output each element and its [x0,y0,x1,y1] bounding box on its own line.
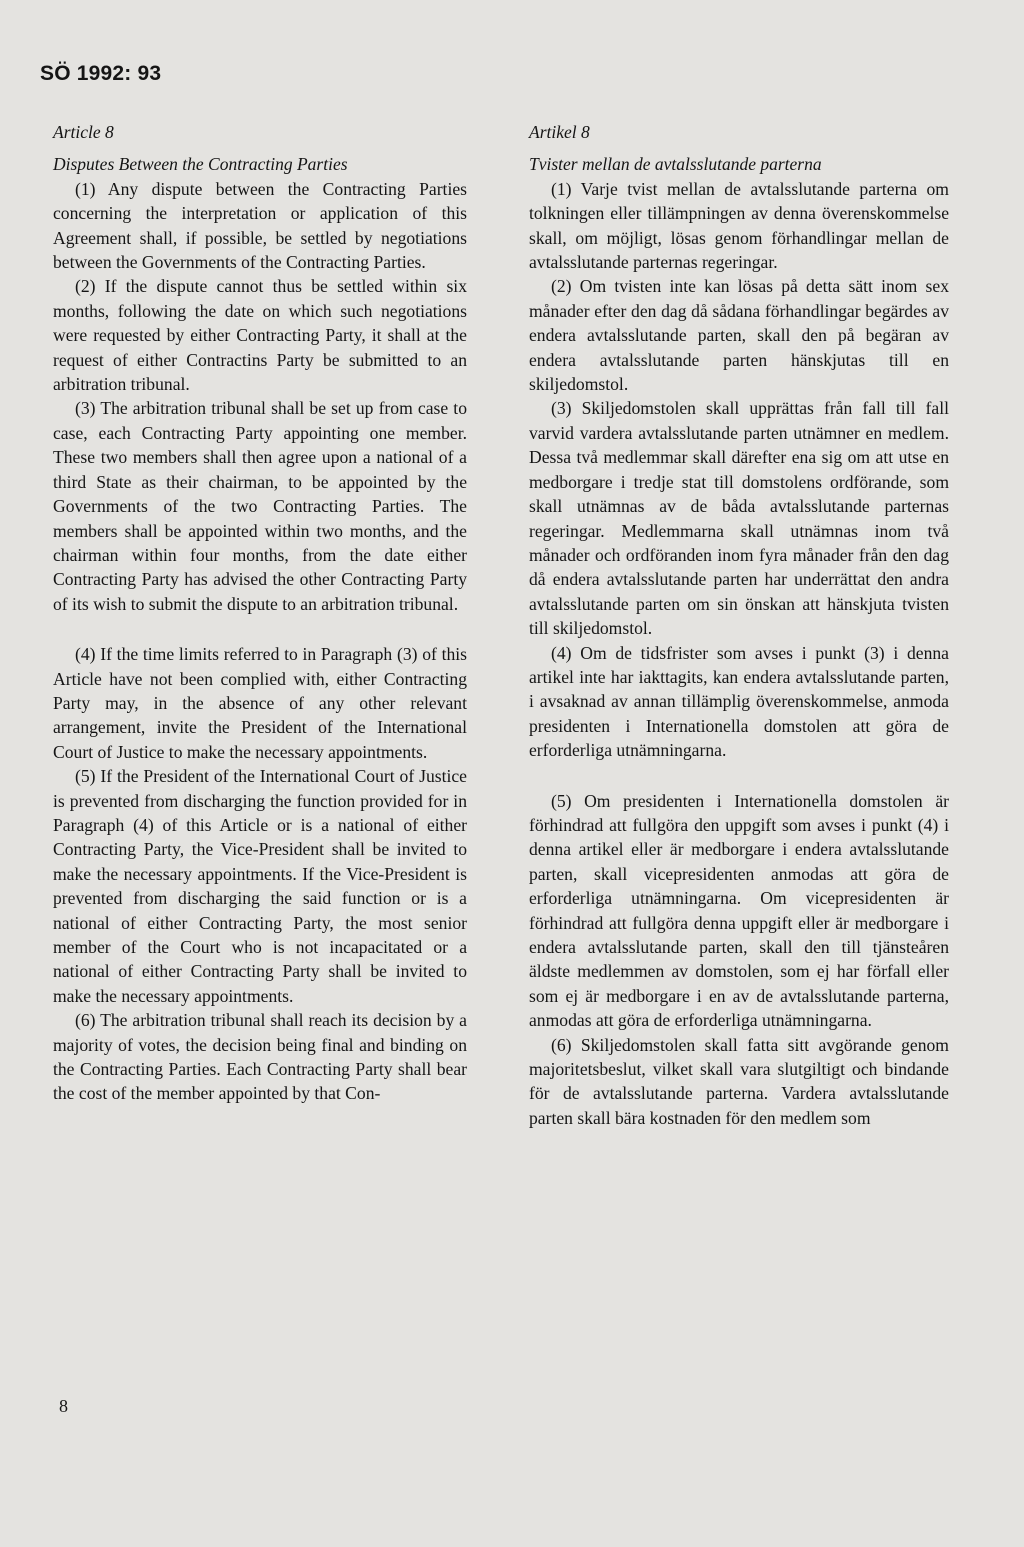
article-title-en: Disputes Between the Contracting Parties [53,154,348,175]
paragraph-sv-6: (6) Skiljedomstolen skall fatta sitt avgörande genom majoritetsbeslut, vilket skall vara slutgiltigt och bindande för de avtalsslutande parterna. Vardera avtalsslutande parten skall bära kostnaden för den medlem som [529,1034,949,1128]
page-number: 8 [59,1396,68,1416]
paragraph-en-1: (1) Any dispute between the Contracting Parties concerning the interpretation or application of this Agreement shall, if possible, be settled by negotiations between the Governments of the Contracting Parties. [53,178,467,273]
paragraph-sv-1: (1) Varje tvist mellan de avtalsslutande parterna om tolkningen eller tillämpningen av denna överenskommelse skall, om möjligt, lösas genom förhandlingar mellan de avtalsslutande parternas regeringar. [529,178,949,273]
article-heading-sv: Artikel 8 [529,122,590,142]
paragraph-en-4: (4) If the time limits referred to in Paragraph (3) of this Article have not been complied with, either Contracting Party may, in the absence of any other relevant arrangement, invite the President of the International Court of Justice to make the necessary appointments. [53,644,467,762]
paragraph-en-3: (3) The arbitration tribunal shall be set up from case to case, each Contracting Party appointing one member. These two members shall then agree upon a national of a third State as their chairman, to be appointed by the Governments of the two Contracting Parties. The members shall be appointed within two months, and the chairman within four months, from the date either Contracting Party has advised the other Contracting Party of its wish to submit the dispute to an arbitration tribunal. [53,398,467,614]
paragraph-en-5: (5) If the President of the International Court of Justice is prevented from discharging the function provided for in Paragraph (4) of this Article or is a national of either Contracting Party, the Vice-President shall be invited to make the necessary appointments. If the Vice-President is prevented from discharging the said function or is a national of either Contracting Party, the most senior member of the Court who is not incapacitated or a national of either Contracting Party shall be invited to make the necessary appointments. [53,766,467,1006]
paragraph-sv-2: (2) Om tvisten inte kan lösas på detta sätt inom sex månader efter den dag då sådana förhandlingar begärdes av endera avtalsslutande parten, skall den på begäran av endera avtalsslutande parten hänskjutas till en skiljedomstol. [529,276,949,395]
article-title-sv: Tvister mellan de avtalsslutande parterna [529,154,822,175]
paragraph-en-6: (6) The arbitration tribunal shall reach its decision by a majority of votes, the decision being final and binding on the Contracting Parties. Each Contracting Party shall bear the cost of the member appointed by that Con- [53,1010,467,1104]
english-column [53,120,467,1106]
article-heading-en: Article 8 [53,122,114,142]
paragraph-sv-4: (4) Om de tidsfrister som avses i punkt (3) i denna artikel inte har iakttagits, kan endera avtalsslutande parten, i avsaknad av annan tillämplig överenskommelse, anmoda presidenten i Internationella domstolen att göra de erforderliga utnämningarna. [529,642,949,761]
paragraph-sv-3: (3) Skiljedomstolen skall upprättas från fall till fall varvid vardera avtalsslutande parten utnämner en medlem. Dessa två medlemmar skall därefter ena sig om att utse en medborgare i tredje stat till domstolens ordförande, som skall utnämnas av de båda avtalsslutande parternas regeringar. Medlemmarna skall utnämnas inom två månader och ordföranden inom fyra månader från den dag då endera avtalsslutande parten har underrättat den andra avtalsslutande parten om sin önskan att hänskjuta tvisten till skiljedomstol. [529,398,949,639]
paragraph-en-2: (2) If the dispute cannot thus be settled within six months, following the date on which such negotiations were requested by either Contracting Party, it shall at the request of either Contractins Party be submitted to an arbitration tribunal. [53,276,467,395]
swedish-column [529,120,949,1130]
document-reference: SÖ 1992: 93 [40,62,162,85]
paragraph-sv-5: (5) Om presidenten i Internationella domstolen är förhindrad att fullgöra den uppgift som avses i punkt (4) i denna artikel eller är medborgare i endera avtalsslutande parten, skall vicepresidenten anmodas att göra de erforderliga utnämningarna. Om vicepresidenten är förhindrad att fullgöra denna uppgift eller är medborgare i endera avtalsslutande parten, skall den till tjänsteåren äldste medlemmen av domstolen, som ej har förfall eller som ej är medborgare i en av de avtalsslutande parterna, anmodas att göra de erforderliga utnämningarna. [529,790,949,1031]
